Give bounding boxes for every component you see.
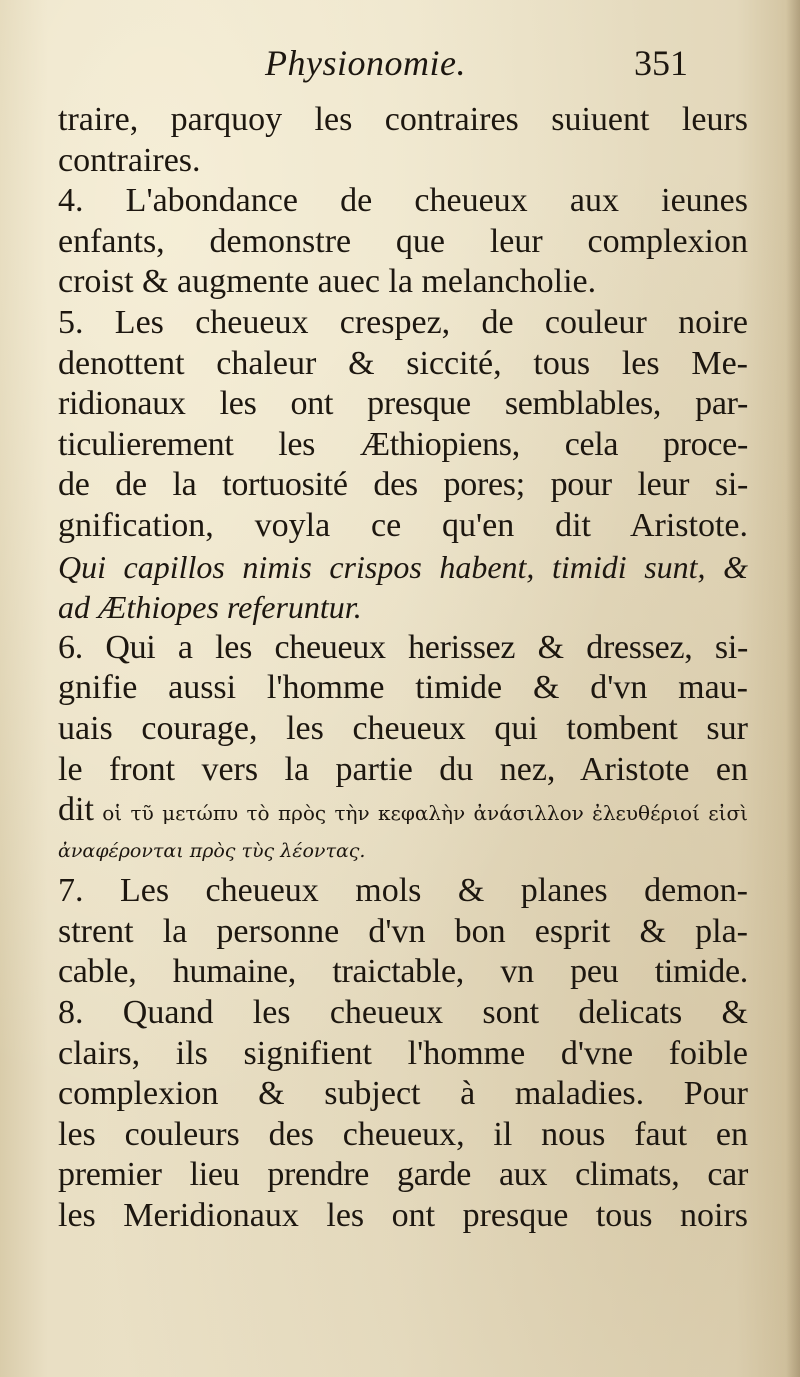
text-line: premier lieu prendre garde aux climats, car: [58, 1156, 748, 1194]
page-edge-shadow: [786, 0, 800, 1377]
greek-quote-text: οἱ τῦ μετώπυ τὸ πρὸς τὴν κεφαλὴν ἀνάσιλλον ἐλευθέριοί εἰσὶ: [102, 801, 748, 826]
text-line: les couleurs des cheueux, il nous faut en: [58, 1115, 748, 1153]
text-line: uais courage, les cheueux qui tombent sur: [58, 709, 748, 747]
text-line: ticulierement les Æthiopiens, cela proce-: [58, 425, 748, 463]
page-number: 351: [634, 43, 688, 83]
text-line: 6. Qui a les cheueux herissez & dressez, si-: [58, 628, 748, 666]
latin-quote-line: Qui capillos nimis crispos habent, timidi sunt, &: [58, 548, 748, 585]
text-line: 8. Quand les cheueux sont delicats &: [58, 994, 748, 1032]
latin-quote-line: ad Æthiopes referuntur.: [58, 589, 362, 626]
greek-quote-line: ἀναφέρονται πρὸς τὺς λέοντας.: [58, 839, 366, 862]
text-line: le front vers la partie du nez, Aristote en: [58, 750, 748, 788]
text-line: gnifie aussi l'homme timide & d'vn mau-: [58, 669, 748, 707]
text-line: strent la personne d'vn bon esprit & pla-: [58, 912, 748, 950]
greek-lead-word: dit: [58, 791, 94, 829]
greek-quote-line: [58, 790, 748, 831]
text-line: 5. Les cheueux crespez, de couleur noire: [58, 303, 748, 341]
text-line: contraires.: [58, 141, 201, 179]
text-line: 4. L'abondance de cheueux aux ieunes: [58, 182, 748, 220]
running-title: Physionomie.: [265, 43, 466, 83]
text-line: cable, humaine, traictable, vn peu timide.: [58, 953, 748, 991]
text-line: denottent chaleur & siccité, tous les Me-: [58, 344, 748, 382]
text-line: enfants, demonstre que leur complexion: [58, 222, 748, 260]
text-line: croist & augmente auec la melancholie.: [58, 263, 597, 301]
page-body: [58, 100, 748, 1237]
text-line: gnification, voyla ce qu'en dit Aristote.: [58, 506, 748, 544]
text-line: complexion & subject à maladies. Pour: [58, 1075, 748, 1113]
page-header: [0, 42, 800, 102]
text-line: 7. Les cheueux mols & planes demon-: [58, 872, 748, 910]
text-line: traire, parquoy les contraires suiuent leurs: [58, 101, 748, 138]
text-line: ridionaux les ont presque semblables, par-: [58, 385, 748, 423]
text-line: de de la tortuosité des pores; pour leur si-: [58, 466, 748, 504]
text-line: les Meridionaux les ont presque tous noirs: [58, 1197, 748, 1235]
text-line: clairs, ils signifient l'homme d'vne foible: [58, 1034, 748, 1072]
